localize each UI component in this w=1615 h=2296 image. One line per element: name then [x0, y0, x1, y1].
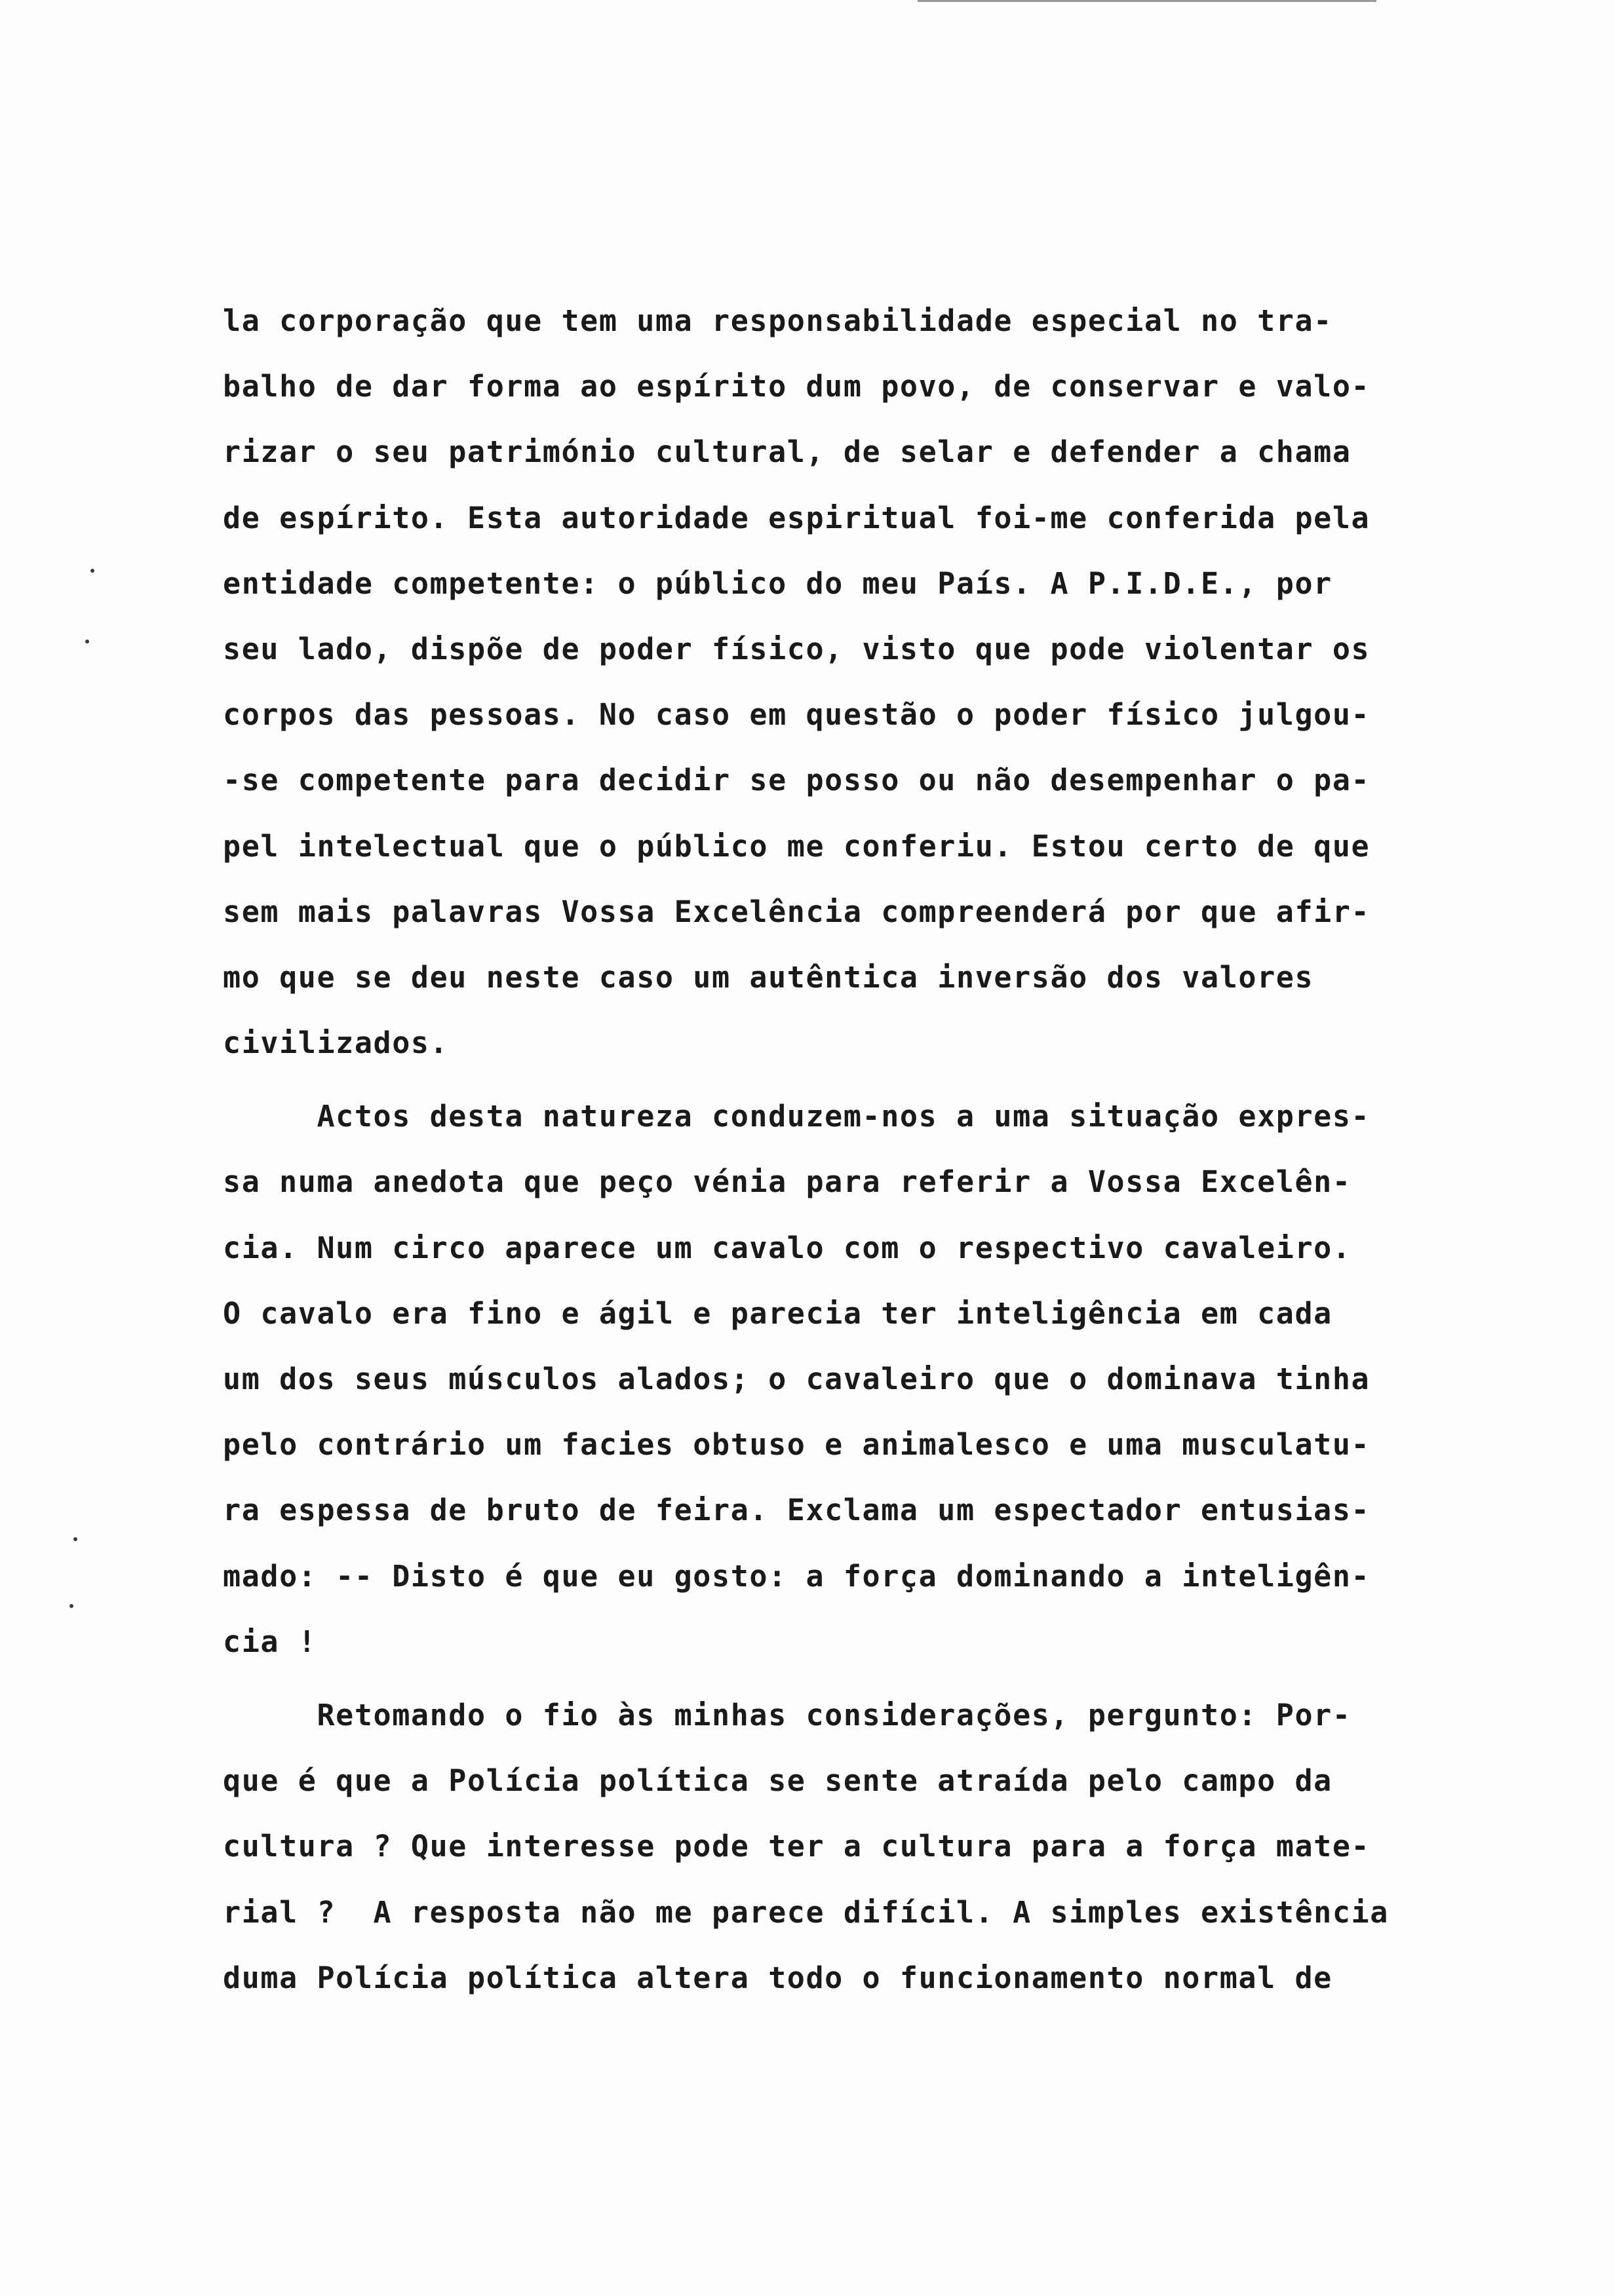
text-line: duma Polícia política altera todo o funcionamento normal de: [223, 1960, 1333, 1995]
text-line: corpos das pessoas. No caso em questão o poder físico julgou-: [223, 697, 1371, 733]
text-line: balho de dar forma ao espírito dum povo, de conservar e valo-: [223, 369, 1371, 404]
text-line: de espírito. Esta autoridade espiritual foi-me conferida pela: [223, 500, 1371, 535]
text-line: civilizados.: [223, 1025, 449, 1061]
text-line: rizar o seu património cultural, de selar e defender a chama: [223, 434, 1352, 470]
margin-speck: [85, 640, 89, 643]
text-line: cia. Num circo aparece um cavalo com o respectivo cavaleiro.: [223, 1230, 1352, 1265]
text-line: mo que se deu neste caso um autêntica inversão dos valores: [223, 959, 1314, 995]
text-line: cia !: [223, 1624, 317, 1659]
page-edge-mark: [1272, 0, 1344, 2]
text-line: pel intelectual que o público me conferiu. Estou certo de que: [223, 828, 1371, 864]
text-line: -se competente para decidir se posso ou não desempenhar o pa-: [223, 763, 1371, 798]
text-line: sa numa anedota que peço vénia para referir a Vossa Excelên-: [223, 1164, 1352, 1200]
paragraph-gap: [223, 1076, 1475, 1084]
text-line: rial ? A resposta não me parece difícil. A simples existência: [223, 1894, 1389, 1930]
paragraph: [223, 1683, 1475, 2011]
text-line: seu lado, dispõe de poder físico, visto que pode violentar os: [223, 631, 1371, 666]
text-line: sem mais palavras Vossa Excelência compreenderá por que afir-: [223, 894, 1371, 929]
text-line: que é que a Polícia política se sente atraída pelo campo da: [223, 1763, 1333, 1799]
paragraph-gap: [223, 1675, 1475, 1683]
text-line: O cavalo era fino e ágil e parecia ter inteligência em cada: [223, 1295, 1333, 1331]
margin-speck: [90, 569, 94, 573]
typed-text-body: [223, 288, 1475, 2011]
text-line: ra espessa de bruto de feira. Exclama um espectador entusias-: [223, 1493, 1371, 1528]
margin-speck: [69, 1604, 73, 1608]
text-line: um dos seus músculos alados; o cavaleiro que o dominava tinha: [223, 1362, 1371, 1396]
text-line: Retomando o fio às minhas considerações, pergunto: Por-: [223, 1697, 1352, 1732]
margin-speck: [73, 1537, 77, 1541]
paragraph: [223, 1084, 1475, 1675]
text-line: cultura ? Que interesse pode ter a cultura para a força mate-: [223, 1829, 1371, 1864]
text-line: Actos desta natureza conduzem-nos a uma situação expres-: [223, 1099, 1371, 1134]
paragraph: [223, 288, 1475, 1076]
text-line: pelo contrário um facies obtuso e animalesco e uma musculatu-: [223, 1427, 1371, 1463]
text-line: mado: -- Disto é que eu gosto: a força dominando a inteligên-: [223, 1558, 1371, 1594]
text-line: la corporação que tem uma responsabilidade especial no tra-: [223, 303, 1333, 338]
text-line: entidade competente: o público do meu País. A P.I.D.E., por: [223, 565, 1333, 601]
